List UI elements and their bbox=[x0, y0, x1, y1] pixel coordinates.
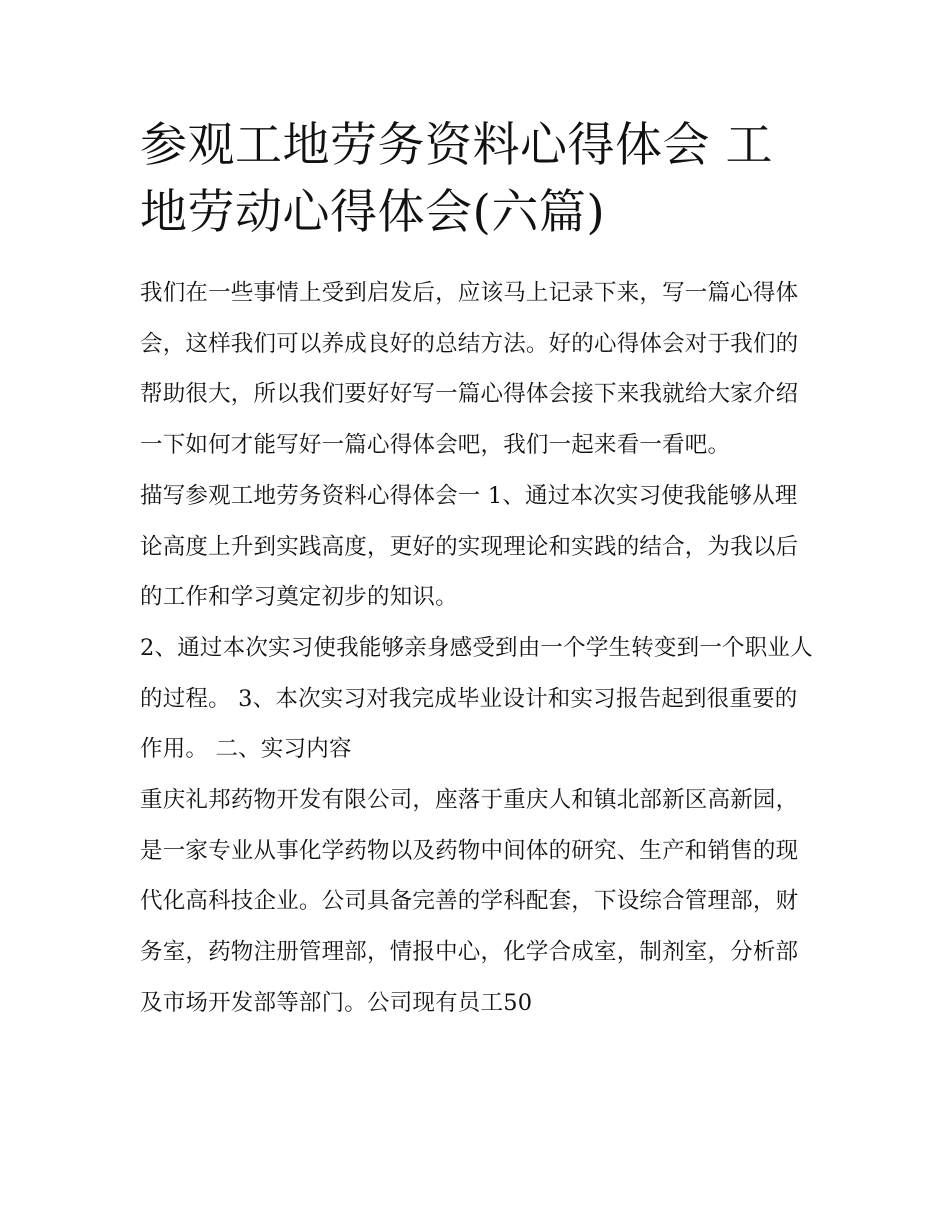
paragraph-company: 重庆礼邦药物开发有限公司，座落于重庆人和镇北部新区高新园，是一家专业从事化学药物以及药物中间体的研究、生产和销售的现代化高科技企业。公司具备完善的学科配套，下设综合管理部，财务室，药物注册管理部，情报中心，化学合成室，制剂室，分析部及市场开发部等部门。公司现有员工50 bbox=[140, 787, 799, 1016]
paragraph-points: 2、通过本次实习使我能够亲身感受到由一个学生转变到一个职业人的过程。 3、本次实习对我完成毕业设计和实习报告起到很重要的作用。 二、实习内容 bbox=[140, 634, 813, 763]
document-title: 参观工地劳务资料心得体会 工地劳动心得体会(六篇) bbox=[140, 118, 773, 240]
paragraph-intro: 我们在一些事情上受到启发后，应该马上记录下来，写一篇心得体会，这样我们可以养成良好的总结方法。好的心得体会对于我们的帮助很大，所以我们要好好写一篇心得体会接下来我就给大家介绍一下如何才能写好一篇心得体会吧，我们一起来看一看吧。 bbox=[140, 280, 799, 459]
paragraph-section-one: 描写参观工地劳务资料心得体会一 1、通过本次实习使我能够从理论高度上升到实践高度，更好的实现理论和实践的结合，为我以后的工作和学习奠定初步的知识。 bbox=[140, 482, 799, 611]
document-body bbox=[140, 112, 820, 1029]
